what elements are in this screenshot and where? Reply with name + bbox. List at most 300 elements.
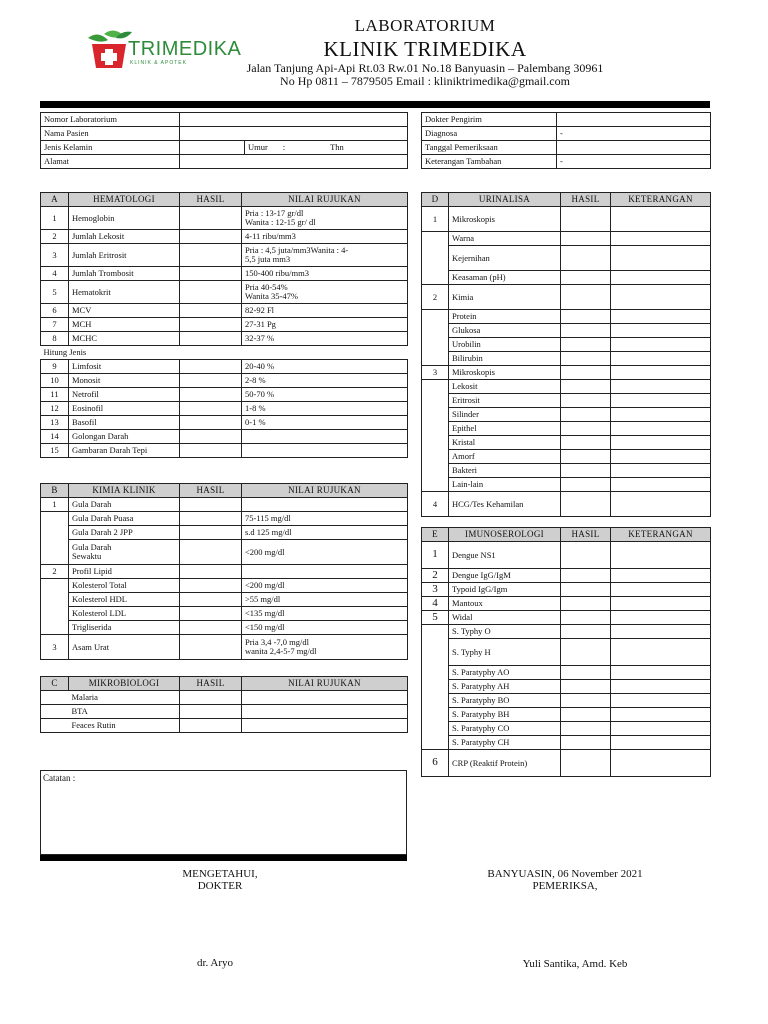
urin-keterangan-cell[interactable] bbox=[611, 207, 711, 232]
urin-keterangan-cell[interactable] bbox=[611, 394, 711, 408]
label-jenis-kelamin: Jenis Kelamin bbox=[41, 141, 180, 155]
hema-name: MCHC bbox=[69, 332, 180, 346]
hema-name: Golongan Darah bbox=[69, 430, 180, 444]
kimia-row bbox=[41, 565, 408, 579]
patient-info-left bbox=[40, 112, 408, 169]
urin-row bbox=[422, 246, 711, 271]
imuno-no bbox=[422, 680, 449, 694]
hema-ref: Pria : 4,5 juta/mm3Wanita : 4- 5,5 juta mm3 bbox=[242, 244, 408, 267]
imuno-keterangan-cell[interactable] bbox=[611, 569, 711, 583]
hema-ref: 20-40 % bbox=[242, 360, 408, 374]
urin-keterangan-cell[interactable] bbox=[611, 422, 711, 436]
hema-ref: 82-92 Fl bbox=[242, 304, 408, 318]
kimia-row bbox=[41, 635, 408, 660]
urin-hasil-cell[interactable] bbox=[561, 450, 611, 464]
table-urinalisa bbox=[421, 192, 711, 517]
hema-ref: 4-11 ribu/mm3 bbox=[242, 230, 408, 244]
hema-ref: Pria : 13-17 gr/dl Wanita : 12-15 gr/ dl bbox=[242, 207, 408, 230]
imuno-keterangan-cell[interactable] bbox=[611, 736, 711, 750]
urin-no bbox=[422, 232, 449, 246]
urin-keterangan-cell[interactable] bbox=[611, 366, 711, 380]
header-rule bbox=[40, 101, 710, 108]
hema-hasil-cell[interactable] bbox=[180, 230, 242, 244]
hema-row bbox=[41, 360, 408, 374]
kimia-name: Kolesterol LDL bbox=[69, 607, 180, 621]
hema-no: 3 bbox=[41, 244, 69, 267]
imuno-name: Typoid IgG/Igm bbox=[449, 583, 561, 597]
hema-hasil-cell[interactable] bbox=[180, 402, 242, 416]
kimia-no bbox=[41, 579, 69, 593]
urin-col-hasil: HASIL bbox=[561, 193, 611, 207]
imuno-row bbox=[422, 542, 711, 569]
hema-name: Jumlah Lekosit bbox=[69, 230, 180, 244]
imuno-row bbox=[422, 569, 711, 583]
imuno-row bbox=[422, 611, 711, 625]
hema-hasil-cell[interactable] bbox=[180, 444, 242, 458]
urin-no bbox=[422, 408, 449, 422]
urin-row bbox=[422, 232, 711, 246]
urin-name: Warna bbox=[449, 232, 561, 246]
hema-hasil-cell[interactable] bbox=[180, 244, 242, 267]
imuno-no: 3 bbox=[422, 583, 449, 597]
imuno-no: 2 bbox=[422, 569, 449, 583]
hema-hasil-cell[interactable] bbox=[180, 332, 242, 346]
hema-name: Limfosit bbox=[69, 360, 180, 374]
label-keterangan: Keterangan Tambahan bbox=[422, 155, 557, 169]
label-umur: Umur bbox=[248, 142, 268, 153]
sign-right-name: Yuli Santika, Amd. Keb bbox=[522, 958, 628, 970]
urin-hasil-cell[interactable] bbox=[561, 324, 611, 338]
imuno-name: S. Paratyphy CH bbox=[449, 736, 561, 750]
kimia-hasil-cell[interactable] bbox=[180, 565, 242, 579]
imuno-no bbox=[422, 722, 449, 736]
mikro-hasil-cell[interactable] bbox=[180, 705, 242, 719]
imuno-hasil-cell[interactable] bbox=[561, 694, 611, 708]
urin-name: Epithel bbox=[449, 422, 561, 436]
imuno-hasil-cell[interactable] bbox=[561, 666, 611, 680]
label-tanggal: Tanggal Pemeriksaan bbox=[422, 141, 557, 155]
urin-keterangan-cell[interactable] bbox=[611, 464, 711, 478]
urin-name: Kristal bbox=[449, 436, 561, 450]
hema-hasil-cell[interactable] bbox=[180, 388, 242, 402]
hema-name: Gambaran Darah Tepi bbox=[69, 444, 180, 458]
urin-name: Keasaman (pH) bbox=[449, 271, 561, 285]
imuno-name: Mantoux bbox=[449, 597, 561, 611]
urin-name: Bakteri bbox=[449, 464, 561, 478]
urin-hasil-cell[interactable] bbox=[561, 464, 611, 478]
mikro-title: MIKROBIOLOGI bbox=[69, 677, 180, 691]
mikro-no bbox=[41, 719, 69, 733]
mikro-name: BTA bbox=[69, 705, 180, 719]
hema-row bbox=[41, 281, 408, 304]
kimia-ref: Pria 3,4 -7,0 mg/dl wanita 2,4-5-7 mg/dl bbox=[242, 635, 408, 660]
imuno-row bbox=[422, 680, 711, 694]
imuno-keterangan-cell[interactable] bbox=[611, 694, 711, 708]
urin-no bbox=[422, 352, 449, 366]
hema-row bbox=[41, 230, 408, 244]
urin-hasil-cell[interactable] bbox=[561, 310, 611, 324]
hema-no: 15 bbox=[41, 444, 69, 458]
urin-hasil-cell[interactable] bbox=[561, 246, 611, 271]
urin-hasil-cell[interactable] bbox=[561, 285, 611, 310]
urin-name: Amorf bbox=[449, 450, 561, 464]
kimia-row bbox=[41, 607, 408, 621]
hema-name: Netrofil bbox=[69, 388, 180, 402]
hema-row bbox=[41, 430, 408, 444]
kimia-hasil-cell[interactable] bbox=[180, 635, 242, 660]
mikro-name: Feaces Rutin bbox=[69, 719, 180, 733]
imuno-no bbox=[422, 639, 449, 666]
imuno-hasil-cell[interactable] bbox=[561, 750, 611, 777]
kimia-hasil-cell[interactable] bbox=[180, 498, 242, 512]
urin-hasil-cell[interactable] bbox=[561, 380, 611, 394]
kimia-no: 3 bbox=[41, 635, 69, 660]
imuno-row bbox=[422, 583, 711, 597]
label-diagnosa: Diagnosa bbox=[422, 127, 557, 141]
imuno-hasil-cell[interactable] bbox=[561, 597, 611, 611]
field-keterangan[interactable]: - bbox=[557, 155, 711, 169]
hema-ref: 50-70 % bbox=[242, 388, 408, 402]
imuno-hasil-cell[interactable] bbox=[561, 583, 611, 597]
hema-hasil-cell[interactable] bbox=[180, 430, 242, 444]
kimia-hasil-cell[interactable] bbox=[180, 579, 242, 593]
imuno-no: 4 bbox=[422, 597, 449, 611]
urin-keterangan-cell[interactable] bbox=[611, 338, 711, 352]
hema-ref: 150-400 ribu/mm3 bbox=[242, 267, 408, 281]
hema-no: 4 bbox=[41, 267, 69, 281]
hema-ref bbox=[242, 444, 408, 458]
imuno-keterangan-cell[interactable] bbox=[611, 542, 711, 569]
hema-name: Hemoglobin bbox=[69, 207, 180, 230]
kimia-name: Profil Lipid bbox=[69, 565, 180, 579]
sign-right-role: PEMERIKSA, bbox=[532, 880, 598, 892]
kimia-hasil-cell[interactable] bbox=[180, 593, 242, 607]
urin-keterangan-cell[interactable] bbox=[611, 492, 711, 517]
urin-no: 4 bbox=[422, 492, 449, 517]
urin-keterangan-cell[interactable] bbox=[611, 285, 711, 310]
hema-row bbox=[41, 332, 408, 346]
imuno-no: 5 bbox=[422, 611, 449, 625]
imuno-hasil-cell[interactable] bbox=[561, 639, 611, 666]
urin-row bbox=[422, 422, 711, 436]
kimia-ref: <200 mg/dl bbox=[242, 540, 408, 565]
urin-hasil-cell[interactable] bbox=[561, 422, 611, 436]
imuno-name: S. Paratyphy AO bbox=[449, 666, 561, 680]
hema-hasil-cell[interactable] bbox=[180, 207, 242, 230]
kimia-name: Gula Darah bbox=[69, 498, 180, 512]
imuno-keterangan-cell[interactable] bbox=[611, 708, 711, 722]
urin-name: Protein bbox=[449, 310, 561, 324]
kimia-col-nilai: NILAI RUJUKAN bbox=[242, 484, 408, 498]
urin-keterangan-cell[interactable] bbox=[611, 232, 711, 246]
sign-left-name: dr. Aryo bbox=[196, 957, 234, 969]
kimia-no bbox=[41, 607, 69, 621]
hema-row bbox=[41, 244, 408, 267]
urin-keterangan-cell[interactable] bbox=[611, 436, 711, 450]
hema-hasil-cell[interactable] bbox=[180, 304, 242, 318]
catatan-box[interactable] bbox=[40, 770, 407, 855]
mikro-col-nilai: NILAI RUJUKAN bbox=[242, 677, 408, 691]
urin-row bbox=[422, 352, 711, 366]
imuno-hasil-cell[interactable] bbox=[561, 625, 611, 639]
kimia-no bbox=[41, 593, 69, 607]
urin-name: Silinder bbox=[449, 408, 561, 422]
kimia-name: Gula Darah 2 JPP bbox=[69, 526, 180, 540]
urin-hasil-cell[interactable] bbox=[561, 271, 611, 285]
label-dokter: Dokter Pengirim bbox=[422, 113, 557, 127]
urin-hasil-cell[interactable] bbox=[561, 478, 611, 492]
kimia-name: Trigliserida bbox=[69, 621, 180, 635]
imuno-hasil-cell[interactable] bbox=[561, 611, 611, 625]
hema-hasil-cell[interactable] bbox=[180, 416, 242, 430]
urin-col-ket: KETERANGAN bbox=[611, 193, 711, 207]
urin-name: Bilirubin bbox=[449, 352, 561, 366]
kimia-name: Kolesterol HDL bbox=[69, 593, 180, 607]
imuno-no bbox=[422, 708, 449, 722]
hema-no: 7 bbox=[41, 318, 69, 332]
urin-no: 2 bbox=[422, 285, 449, 310]
urin-name: Urobilin bbox=[449, 338, 561, 352]
imuno-name: CRP (Reaktif Protein) bbox=[449, 750, 561, 777]
header-clinic-name: KLINIK TRIMEDIKA bbox=[323, 37, 527, 61]
urin-hasil-cell[interactable] bbox=[561, 436, 611, 450]
field-umur[interactable] bbox=[245, 141, 408, 155]
urin-no bbox=[422, 450, 449, 464]
urin-title: URINALISA bbox=[449, 193, 561, 207]
kimia-row bbox=[41, 498, 408, 512]
imuno-keterangan-cell[interactable] bbox=[611, 680, 711, 694]
hema-row bbox=[41, 416, 408, 430]
hema-row bbox=[41, 402, 408, 416]
field-nama-pasien[interactable] bbox=[180, 127, 408, 141]
urin-no bbox=[422, 436, 449, 450]
urin-row bbox=[422, 408, 711, 422]
kimia-hasil-cell[interactable] bbox=[180, 512, 242, 526]
urin-no bbox=[422, 324, 449, 338]
imuno-keterangan-cell[interactable] bbox=[611, 583, 711, 597]
imuno-keterangan-cell[interactable] bbox=[611, 625, 711, 639]
urin-keterangan-cell[interactable] bbox=[611, 380, 711, 394]
urin-row bbox=[422, 310, 711, 324]
kimia-row bbox=[41, 593, 408, 607]
mikro-hasil-cell[interactable] bbox=[180, 691, 242, 705]
imuno-keterangan-cell[interactable] bbox=[611, 750, 711, 777]
logo-text: TRIMEDIKA bbox=[128, 38, 242, 60]
urin-keterangan-cell[interactable] bbox=[611, 352, 711, 366]
urin-hasil-cell[interactable] bbox=[561, 408, 611, 422]
urin-row bbox=[422, 366, 711, 380]
hema-row bbox=[41, 304, 408, 318]
hema-no: 13 bbox=[41, 416, 69, 430]
imuno-no bbox=[422, 736, 449, 750]
hitung-jenis-label: Hitung Jenis bbox=[41, 346, 408, 360]
header-contact: No Hp 0811 – 7879505 Email : kliniktrimedika@gmail.com bbox=[280, 74, 570, 88]
hema-ref: 1-8 % bbox=[242, 402, 408, 416]
hema-name: MCV bbox=[69, 304, 180, 318]
header-lab: LABORATORIUM bbox=[354, 16, 496, 35]
imuno-keterangan-cell[interactable] bbox=[611, 666, 711, 680]
urin-no: 1 bbox=[422, 207, 449, 232]
urin-keterangan-cell[interactable] bbox=[611, 271, 711, 285]
urin-hasil-cell[interactable] bbox=[561, 338, 611, 352]
hema-hasil-cell[interactable] bbox=[180, 374, 242, 388]
hema-ref: 2-8 % bbox=[242, 374, 408, 388]
hema-hasil-cell[interactable] bbox=[180, 318, 242, 332]
hema-row bbox=[41, 318, 408, 332]
field-alamat[interactable] bbox=[180, 155, 408, 169]
imuno-keterangan-cell[interactable] bbox=[611, 722, 711, 736]
field-dokter[interactable] bbox=[557, 113, 711, 127]
imuno-no bbox=[422, 625, 449, 639]
imuno-hasil-cell[interactable] bbox=[561, 680, 611, 694]
imuno-name: S. Paratyphy CO bbox=[449, 722, 561, 736]
imuno-keterangan-cell[interactable] bbox=[611, 597, 711, 611]
kimia-no: 1 bbox=[41, 498, 69, 512]
hema-no: 8 bbox=[41, 332, 69, 346]
field-tanggal[interactable] bbox=[557, 141, 711, 155]
kimia-no: 2 bbox=[41, 565, 69, 579]
kimia-hasil-cell[interactable] bbox=[180, 621, 242, 635]
field-jenis-kelamin[interactable] bbox=[180, 141, 245, 155]
urin-keterangan-cell[interactable] bbox=[611, 408, 711, 422]
label-alamat: Alamat bbox=[41, 155, 180, 169]
imuno-row bbox=[422, 708, 711, 722]
urin-keterangan-cell[interactable] bbox=[611, 310, 711, 324]
hema-col-hasil: HASIL bbox=[180, 193, 242, 207]
imuno-row bbox=[422, 625, 711, 639]
kimia-ref: >55 mg/dl bbox=[242, 593, 408, 607]
mikro-no bbox=[41, 705, 69, 719]
kimia-hasil-cell[interactable] bbox=[180, 540, 242, 565]
hema-no: 11 bbox=[41, 388, 69, 402]
urin-name: Glukosa bbox=[449, 324, 561, 338]
hema-row bbox=[41, 388, 408, 402]
kimia-title: KIMIA KLINIK bbox=[69, 484, 180, 498]
urin-no bbox=[422, 394, 449, 408]
hema-no: 9 bbox=[41, 360, 69, 374]
hema-no: 6 bbox=[41, 304, 69, 318]
urin-hasil-cell[interactable] bbox=[561, 394, 611, 408]
urin-hasil-cell[interactable] bbox=[561, 366, 611, 380]
imuno-hasil-cell[interactable] bbox=[561, 708, 611, 722]
table-hematologi bbox=[40, 192, 408, 458]
kimia-name: Kolesterol Total bbox=[69, 579, 180, 593]
mikro-row bbox=[41, 691, 408, 705]
urin-no bbox=[422, 478, 449, 492]
field-diagnosa[interactable]: - bbox=[557, 127, 711, 141]
sign-left-title: MENGETAHUI, bbox=[182, 868, 258, 880]
hema-name: MCH bbox=[69, 318, 180, 332]
catatan-label: Catatan : bbox=[43, 773, 76, 783]
hema-no: 2 bbox=[41, 230, 69, 244]
hema-name: Hematokrit bbox=[69, 281, 180, 304]
table-imunoserologi bbox=[421, 527, 711, 777]
imuno-keterangan-cell[interactable] bbox=[611, 639, 711, 666]
kimia-ref bbox=[242, 565, 408, 579]
hema-hasil-cell[interactable] bbox=[180, 360, 242, 374]
imuno-row bbox=[422, 722, 711, 736]
urin-row bbox=[422, 436, 711, 450]
urin-row bbox=[422, 324, 711, 338]
imuno-title: IMUNOSEROLOGI bbox=[449, 528, 561, 542]
imuno-row bbox=[422, 666, 711, 680]
kimia-ref: 75-115 mg/dl bbox=[242, 512, 408, 526]
imuno-no bbox=[422, 694, 449, 708]
urin-name: Lain-lain bbox=[449, 478, 561, 492]
urin-row bbox=[422, 207, 711, 232]
kimia-col-hasil: HASIL bbox=[180, 484, 242, 498]
hema-hasil-cell[interactable] bbox=[180, 267, 242, 281]
imuno-hasil-cell[interactable] bbox=[561, 722, 611, 736]
urin-row bbox=[422, 338, 711, 352]
hema-no: 1 bbox=[41, 207, 69, 230]
hitung-jenis-row bbox=[41, 346, 408, 360]
kimia-no bbox=[41, 540, 69, 565]
urin-name: Kejernihan bbox=[449, 246, 561, 271]
hema-name: Jumlah Eritrosit bbox=[69, 244, 180, 267]
urin-hasil-cell[interactable] bbox=[561, 352, 611, 366]
imuno-col-hasil: HASIL bbox=[561, 528, 611, 542]
imuno-name: S. Typhy H bbox=[449, 639, 561, 666]
urin-name: HCG/Tes Kehamilan bbox=[449, 492, 561, 517]
urin-no bbox=[422, 246, 449, 271]
hema-ref: Pria 40-54% Wanita 35-47% bbox=[242, 281, 408, 304]
imuno-code: E bbox=[422, 528, 449, 542]
label-nomor-lab: Nomor Laboratorium bbox=[41, 113, 180, 127]
urin-hasil-cell[interactable] bbox=[561, 232, 611, 246]
kimia-row bbox=[41, 526, 408, 540]
hema-hasil-cell[interactable] bbox=[180, 281, 242, 304]
urin-no bbox=[422, 310, 449, 324]
kimia-ref: <135 mg/dl bbox=[242, 607, 408, 621]
urin-hasil-cell[interactable] bbox=[561, 492, 611, 517]
imuno-keterangan-cell[interactable] bbox=[611, 611, 711, 625]
label-thn: Thn bbox=[330, 142, 344, 153]
urin-name: Mikroskopis bbox=[449, 366, 561, 380]
mikro-code: C bbox=[41, 677, 69, 691]
hema-row bbox=[41, 444, 408, 458]
kimia-row bbox=[41, 540, 408, 565]
imuno-name: S. Paratyphy AH bbox=[449, 680, 561, 694]
kimia-hasil-cell[interactable] bbox=[180, 607, 242, 621]
field-nomor-lab[interactable] bbox=[180, 113, 408, 127]
hema-row bbox=[41, 374, 408, 388]
hema-name: Basofil bbox=[69, 416, 180, 430]
imuno-name: Dengue NS1 bbox=[449, 542, 561, 569]
kimia-code: B bbox=[41, 484, 69, 498]
urin-keterangan-cell[interactable] bbox=[611, 324, 711, 338]
kimia-ref: <150 mg/dl bbox=[242, 621, 408, 635]
urin-keterangan-cell[interactable] bbox=[611, 450, 711, 464]
mikro-ref bbox=[242, 719, 408, 733]
imuno-name: S. Typhy O bbox=[449, 625, 561, 639]
urin-row bbox=[422, 394, 711, 408]
urin-keterangan-cell[interactable] bbox=[611, 478, 711, 492]
kimia-hasil-cell[interactable] bbox=[180, 526, 242, 540]
hema-title: HEMATOLOGI bbox=[69, 193, 180, 207]
imuno-hasil-cell[interactable] bbox=[561, 736, 611, 750]
patient-info-right bbox=[421, 112, 711, 169]
urin-hasil-cell[interactable] bbox=[561, 207, 611, 232]
imuno-hasil-cell[interactable] bbox=[561, 569, 611, 583]
mikro-hasil-cell[interactable] bbox=[180, 719, 242, 733]
imuno-row bbox=[422, 639, 711, 666]
urin-keterangan-cell[interactable] bbox=[611, 246, 711, 271]
urin-row bbox=[422, 492, 711, 517]
imuno-no: 6 bbox=[422, 750, 449, 777]
imuno-hasil-cell[interactable] bbox=[561, 542, 611, 569]
hema-name: Jumlah Trombosit bbox=[69, 267, 180, 281]
